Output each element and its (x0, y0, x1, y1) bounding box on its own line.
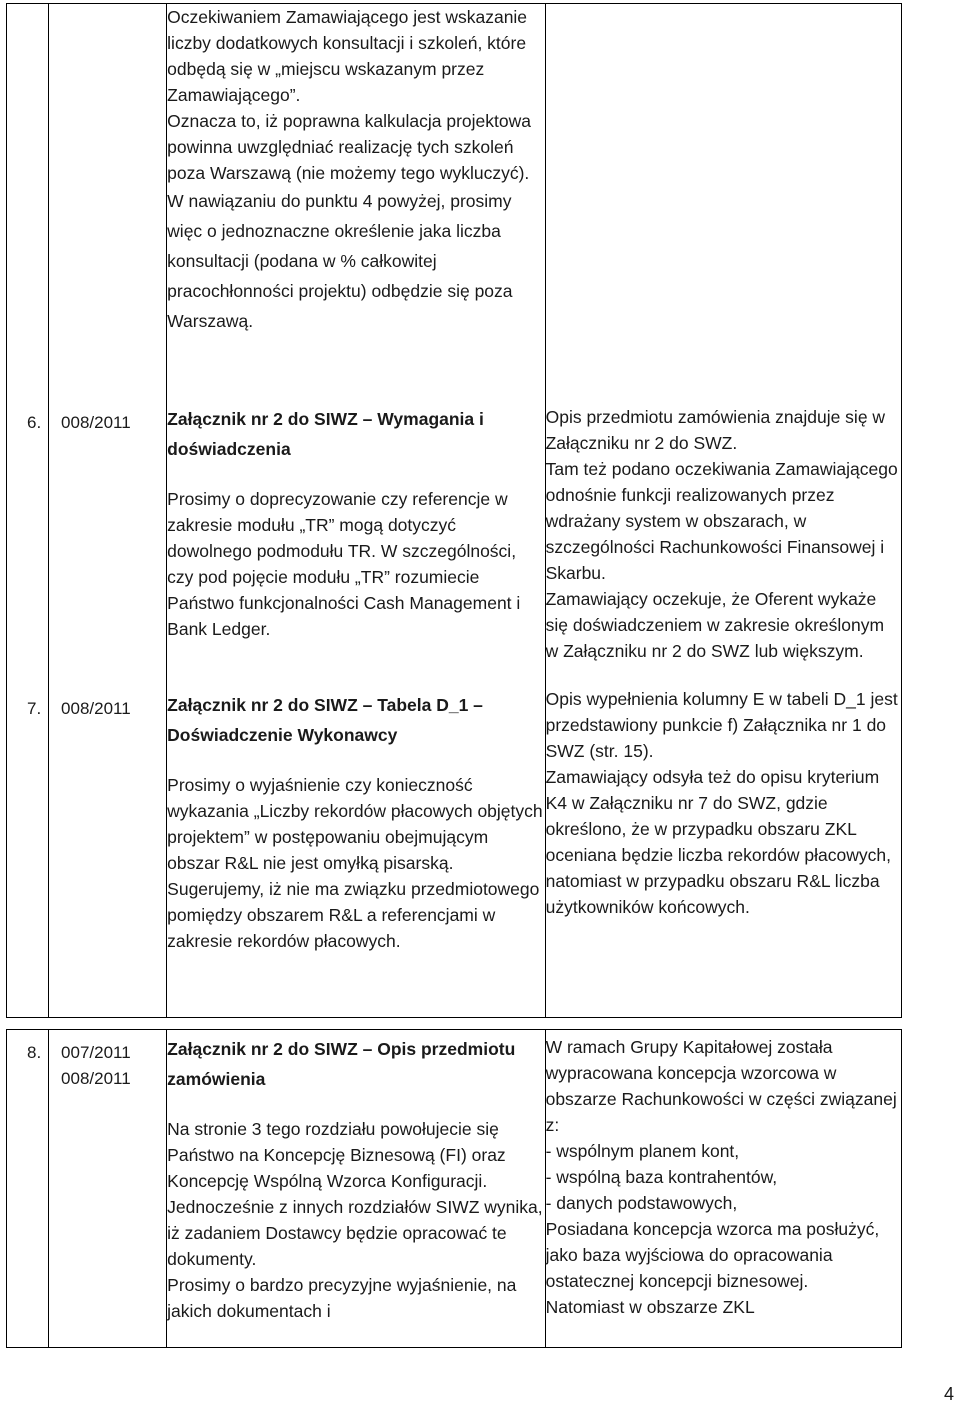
answer-paragraph: - wspólną baza kontrahentów, (545, 1167, 778, 1187)
answer-paragraph: Tam też podano oczekiwania Zamawiającego odnośnie funkcji realizowanych przez wdrażany system w obszarach, w szczególności Rachunkowości Finansowej i Skarbu. (545, 458, 898, 583)
answer-cell (545, 1030, 901, 1348)
row-number-cell (7, 4, 49, 400)
row-number: 8. (27, 1043, 42, 1062)
question-heading: Załącznik nr 2 do SIWZ – Opis przedmiotu zamówienia (167, 1039, 516, 1089)
answer-paragraph: Opis wypełnienia kolumny E w tabeli D_1 jest przedstawiony punkcie f) Załącznika nr 1 do SWZ (str. 15). (545, 688, 898, 761)
question-cell (167, 1030, 545, 1348)
answer-cell (545, 4, 901, 400)
question-paragraph: Oczekiwaniem Zamawiającego jest wskazanie liczby dodatkowych konsultacji i szkoleń, które odbędą się w „miejscu wskazanym przez Zamawiającego”. (167, 7, 528, 105)
question-cell (167, 400, 545, 686)
answer-paragraph: Opis przedmiotu zamówienia znajduje się w Załączniku nr 2 do SWZ. (545, 406, 886, 453)
reference-cell (49, 686, 167, 1018)
table-row (7, 4, 902, 400)
row-number-cell (7, 1030, 49, 1348)
reference-cell (49, 4, 167, 400)
answer-paragraph: Zamawiający odsyła też do opisu kryterium K4 w Załączniku nr 7 do SWZ, gdzie określono, że w przypadku obszaru ZKL oceniana będzie liczba rekordów płacowych, natomiast w przypadku obszaru R&L liczba użytkowników końcowych. (545, 766, 891, 917)
table-row (7, 686, 902, 1018)
page-number: 4 (944, 1384, 955, 1404)
reference-number: 007/2011 (61, 1043, 131, 1062)
question-heading: Załącznik nr 2 do SIWZ – Wymagania i doświadczenia (167, 408, 484, 459)
answer-paragraph: Zamawiający oczekuje, że Oferent wykaże się doświadczeniem w zakresie określonym w Załączniku nr 2 do SWZ lub większym. (545, 588, 885, 661)
row-number-cell (7, 686, 49, 1018)
reference-number: 008/2011 (61, 1069, 131, 1088)
answer-paragraph: W ramach Grupy Kapitałowej została wypracowana koncepcja wzorcowa w obszarze Rachunkowości w części związanej z: (545, 1037, 897, 1135)
reference-cell (49, 1030, 167, 1348)
question-paragraph: Na stronie 3 tego rozdziału powołujecie się Państwo na Koncepcję Biznesową (FI) oraz Koncepcję Wspólną Wzorca Konfiguracji. Jednocześnie z innych rozdziałów SIWZ wynika, iż zadaniem Dostawcy będzie opracować te dokumenty. (167, 1119, 543, 1269)
question-heading: Załącznik nr 2 do SIWZ – Tabela D_1 – Doświadczenie Wykonawcy (167, 694, 483, 745)
question-paragraph: Prosimy o doprecyzowanie czy referencje w zakresie modułu „TR” mogą dotyczyć dowolnego podmodułu TR. W szczególności, czy pod pojęcie modułu „TR” rozumiecie Państwo funkcjonalności Cash Management i Bank Ledger. (167, 488, 521, 639)
row-number: 7. (27, 698, 42, 718)
row-number: 6. (27, 412, 42, 432)
question-paragraph: Oznacza to, iż poprawna kalkulacja projektowa powinna uwzględniać realizację tych szkoleń poza Warszawą (nie możemy tego wykluczyć). (167, 111, 531, 183)
table-row (7, 1030, 902, 1348)
reference-number: 008/2011 (61, 412, 131, 432)
reference-cell (49, 400, 167, 686)
answer-cell (545, 686, 901, 1018)
answer-paragraph: Posiadana koncepcja wzorca ma posłużyć, jako baza wyjściowa do opracowania ostatecznej koncepcji biznesowej. (545, 1219, 880, 1291)
answer-paragraph: - wspólnym planem kont, (545, 1141, 740, 1161)
question-paragraph: Prosimy o wyjaśnienie czy konieczność wykazania „Liczby rekordów płacowych objętych projektem” w postępowaniu obejmującym obszar R&L nie jest omyłką pisarską. Sugerujemy, iż nie ma związku przedmiotowego pomiędzy obszarem R&L a referencjami w zakresie rekordów płacowych. (167, 774, 543, 951)
reference-number: 008/2011 (61, 698, 131, 718)
answer-paragraph: - danych podstawowych, (545, 1193, 738, 1213)
question-paragraph: W nawiązaniu do punktu 4 powyżej, prosimy więc o jednoznaczne określenie jaka liczba konsultacji (podana w % całkowitej pracochłonności projektu) odbędzie się poza Warszawą. (167, 191, 513, 331)
answer-paragraph: Natomiast w obszarze ZKL (545, 1297, 755, 1317)
row-number-cell (7, 400, 49, 686)
qa-table (6, 3, 902, 1348)
table-row (7, 400, 902, 686)
answer-cell (545, 400, 901, 686)
question-cell (167, 686, 545, 1018)
table-spacer (7, 1018, 902, 1030)
question-paragraph: Prosimy o bardzo precyzyjne wyjaśnienie, na jakich dokumentach i (167, 1275, 517, 1321)
question-cell (167, 4, 545, 400)
